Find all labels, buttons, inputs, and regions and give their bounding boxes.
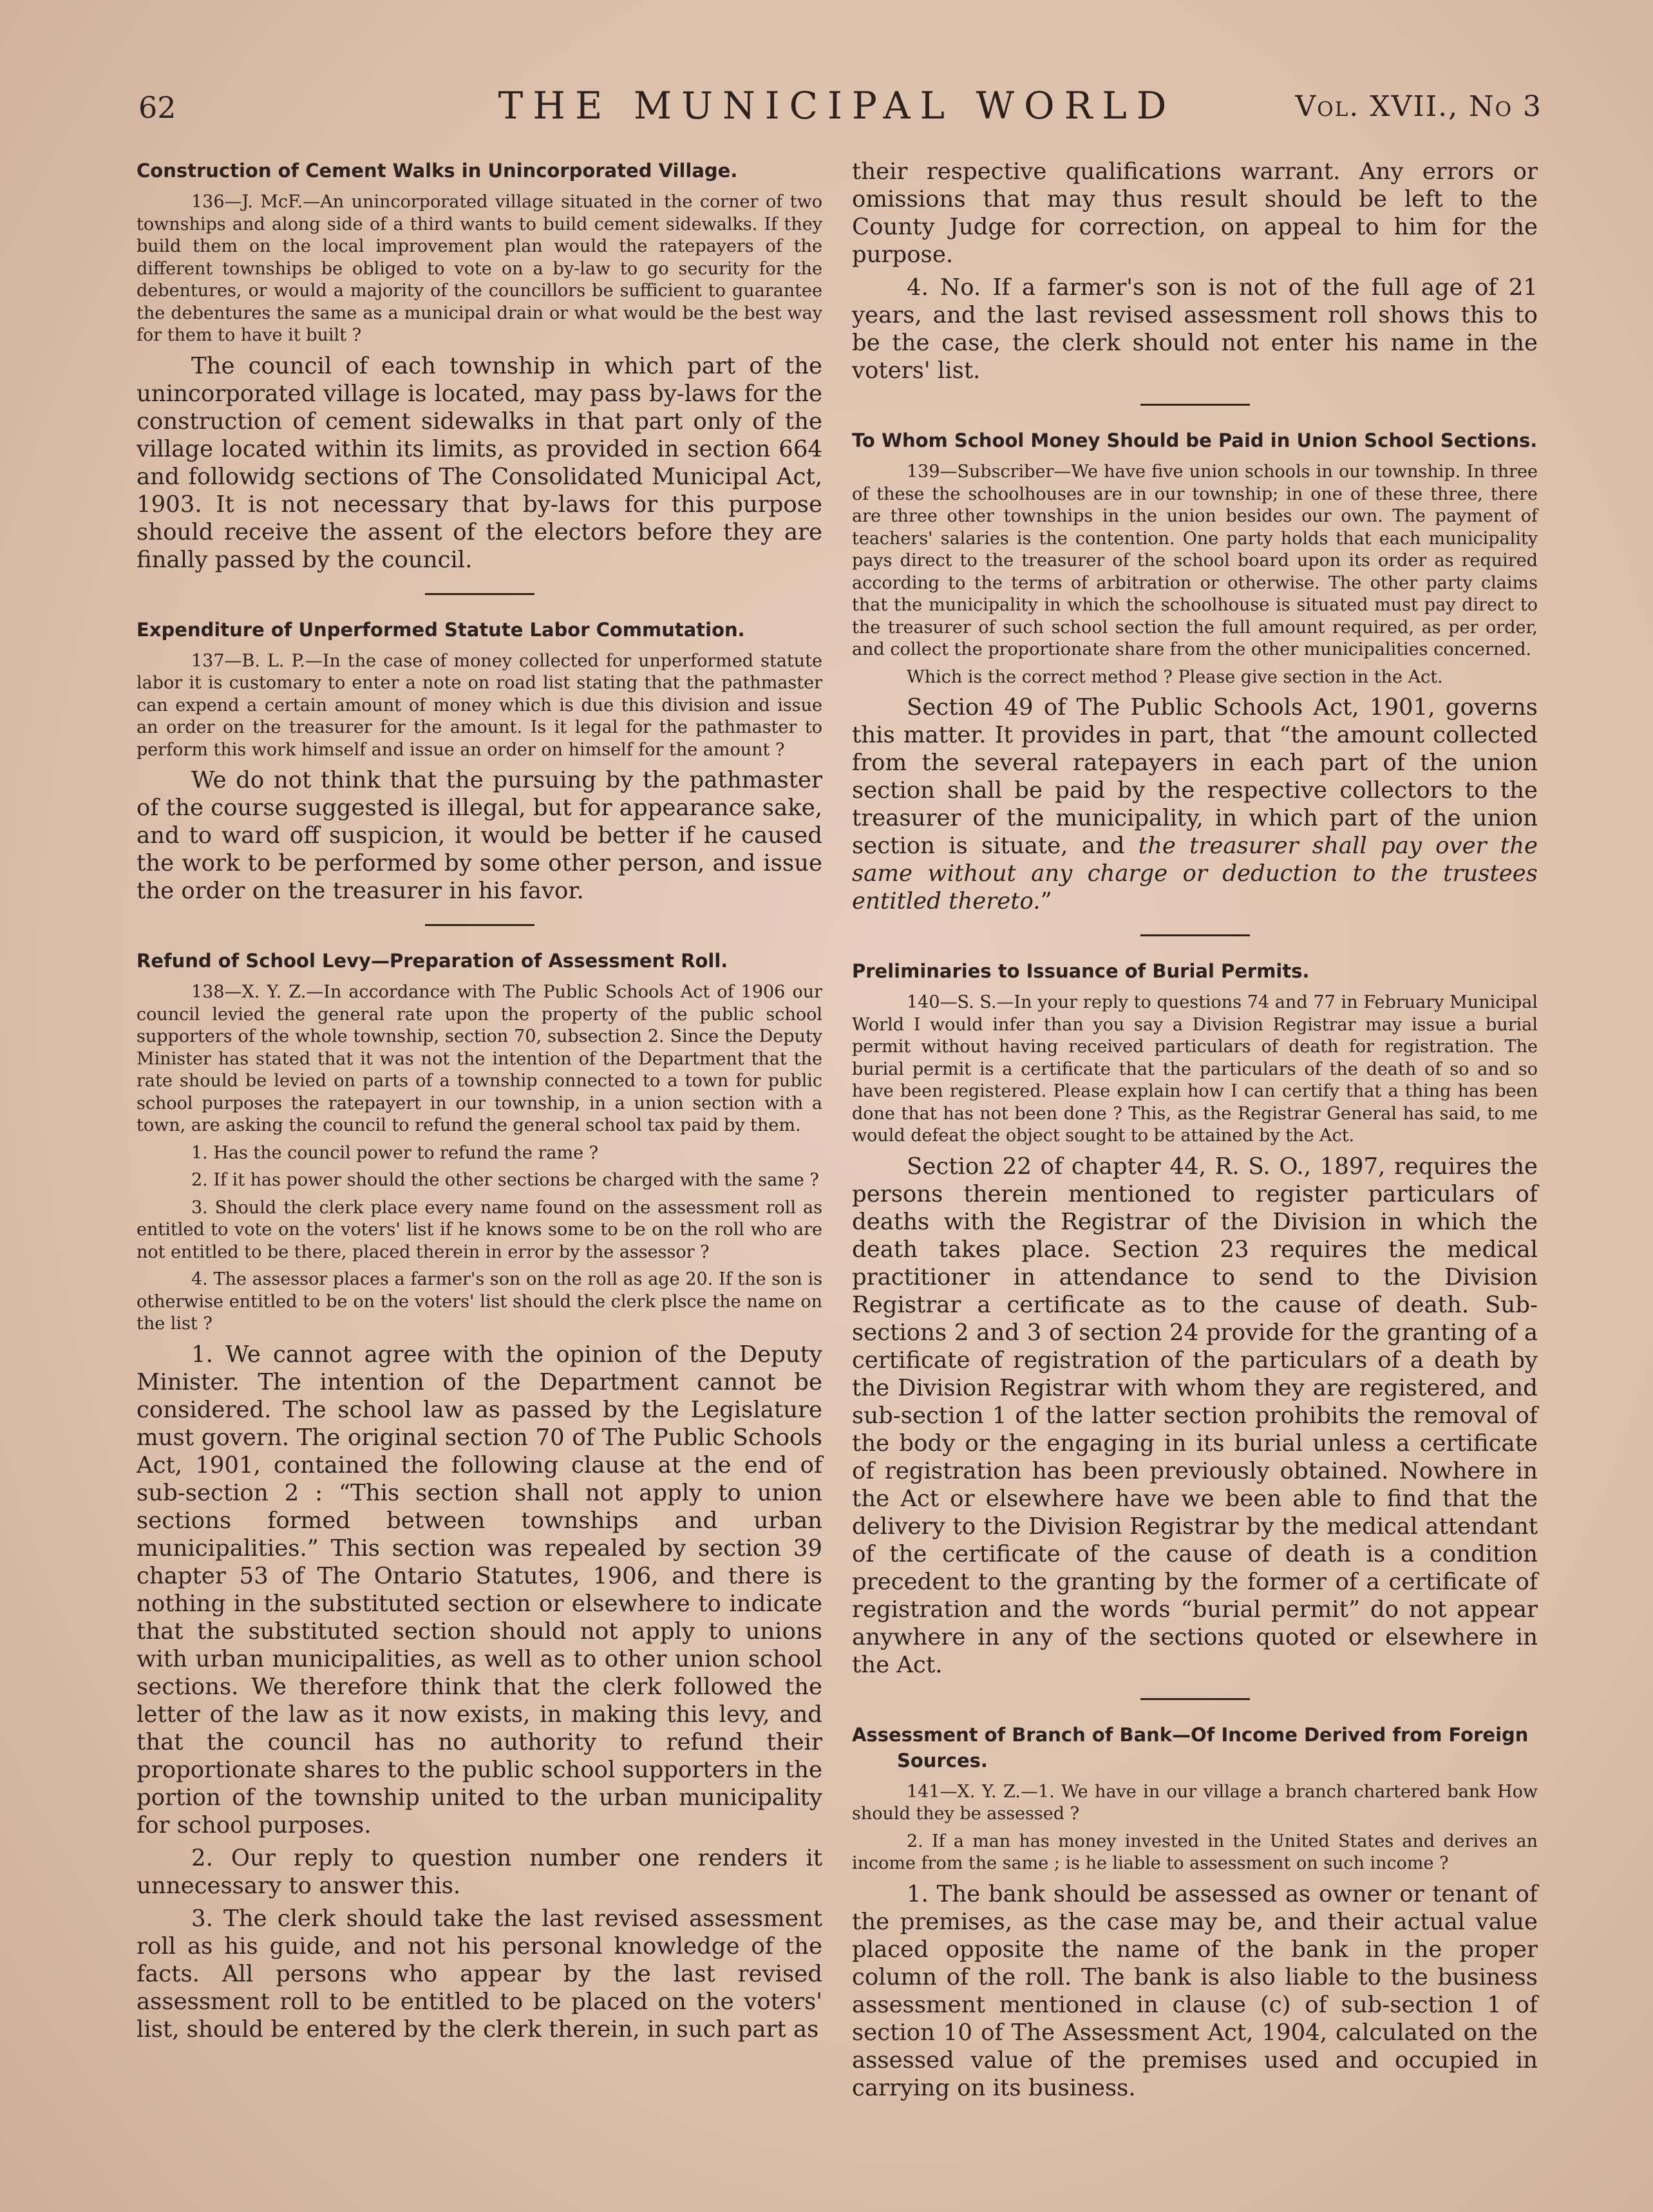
answer-138-3-continued: their respective qualifications warrant. Any errors or omissions that may thus result should be left to the County Judge for correction, on appeal to him for the purpose. — [852, 158, 1538, 268]
answer-138-4: 4. No. If a farmer's son is not of the full age of 21 years, and the last revised assessment roll shows this to be the case, the clerk should not enter his name in the voters' list. — [852, 274, 1538, 384]
masthead-title: THE MUNICIPAL WORLD — [498, 84, 1176, 128]
heading-137: Expenditure of Unperformed Statute Labor Commutation. — [137, 618, 745, 641]
answer-138-3: 3. The clerk should take the last revised assessment roll as his guide, and not his personal knowledge of the facts. All persons who appear by the last revised assessment roll to be entitled to be placed on the voters' list, should be entered by the clerk therein, in such part as — [137, 1905, 822, 2043]
question-138-4: 4. The assessor places a farmer's son on the roll as age 20. If the son is otherwise entitled to be on the voters' list should the clerk plsce the name on the list ? — [137, 1269, 822, 1334]
answer-139-close: ” — [1040, 888, 1052, 914]
question-138-3: 3. Should the clerk place every name found on the assessment roll as entitled to vote on the voters' list if he knows some to be on the roll who are not entitled to be there, placed therein in error by the assessor ? — [137, 1197, 822, 1262]
left-column — [137, 158, 822, 2048]
section-divider — [1140, 404, 1250, 406]
heading-138: Refund of School Levy—Preparation of Assessment Roll. — [137, 950, 728, 972]
question-137: 137—B. L. P.—In the case of money collected for unperformed statute labor it is customary to enter a note on road list stating that the pathmaster can expend a certain amount of money which is due this division and issue an order on the treasurer for the amount. Is it legal for the pathmaster to perform this work himself and issue an order on himself for the amount ? — [137, 650, 822, 760]
section-divider — [1140, 1698, 1250, 1700]
question-139-followup: Which is the correct method ? Please give section in the Act. — [907, 666, 1443, 687]
page-number: 62 — [138, 90, 176, 125]
answer-139 — [852, 694, 1538, 915]
question-138-1: 1. Has the council power to refund the rame ? — [191, 1142, 599, 1163]
answer-137: We do not think that the pursuing by the pathmaster of the course suggested is illegal, but for appearance sake, and to ward off suspicion, it would be better if he caused the work to be performed by some other person, and issue the order on the treasurer in his favor. — [137, 767, 822, 904]
question-141-1: 141—X. Y. Z.—1. We have in our village a branch chartered bank How should they be assessed ? — [852, 1781, 1538, 1824]
answer-138-2: 2. Our reply to question number one renders it unnecessary to answer this. — [137, 1844, 822, 1899]
heading-136: Construction of Cement Walks in Unincorporated Village. — [137, 160, 738, 182]
answer-139-lead: Section 49 of The Public Schools Act, 1901, governs this matter. It provides in part, that “the amount collected from the several ratepayers in each part of the union section shall be paid by the respective collectors to the treasurer of the municipality, in which part of the union section is situate, and — [852, 694, 1538, 859]
question-141-2: 2. If a man has money invested in the United States and derives an income from the same ; is he liable to assessment on such income ? — [852, 1831, 1538, 1873]
answer-140: Section 22 of chapter 44, R. S. O., 1897, requires the persons therein mentioned to register particulars of deaths with the Registrar of the Division in which the death takes place. Section 23 requires the medical practitioner in attendance to send to the Division Registrar a certificate as to the cause of death. Sub-sections 2 and 3 of section 24 provide for the granting of a certificate of registration of the particulars of a death by the Division Registrar with whom they are registered, and sub-section 1 of the latter section prohibits the removal of the body or the engaging in its burial unless a certificate of registration has been previously obtained. Nowhere in the Act or elsewhere have we been able to find that the delivery to the Division Registrar by the medical attendant of the certificate of the cause of death is a condition precedent to the granting by the former of a certificate of registration and the words “burial permit” do not appear anywhere in any of the sections quoted or elsewhere in the Act. — [852, 1153, 1538, 1678]
heading-140: Preliminaries to Issuance of Burial Permits. — [852, 960, 1310, 982]
section-divider — [1140, 934, 1250, 936]
answer-136: The council of each township in which part of the unincorporated village is located, may pass by-laws for the construction of cement sidewalks in that part only of the village located within its limits, as provided in section 664 and followidg sections of The Consolidated Municipal Act, 1903. It is not necessary that by-laws for this purpose should receive the assent of the electors before they are finally passed by the council. — [137, 352, 822, 573]
question-136: 136—J. McF.—An unincorporated village situated in the corner of two townships and along side of a third wants to build cement sidewalks. If they build them on the local improvement plan would the ratepayers of the different townships be obliged to vote on a by-law to go security for the debentures, or would a majority of the councillors be sufficient to guarantee the debentures the same as a municipal drain or what would be the best way for them to have it built ? — [137, 192, 822, 345]
question-138: 138—X. Y. Z.—In accordance with The Public Schools Act of 1906 our council levied the general rate upon the property of the public school supporters of the whole township, section 70, subsection 2. Since the Deputy Minister has stated that it was not the intention of the Department that the rate should be levied on parts of a township connected to a town for public school purposes the ratepayert in our township, in a union section with a town, are asking the council to refund the general school tax paid by them. — [137, 982, 822, 1135]
question-140: 140—S. S.—In your reply to questions 74 and 77 in February Municipal World I would infer than you say a Division Registrar may issue a burial permit without having received particulars of death for registration. The burial permit is a certificate that the particulars of the death of so and so have been registered. Please explain how I can certify that a thing has been done that has not been done ? This, as the Registrar General has said, to me would defeat the object sought to be attained by the Act. — [852, 992, 1538, 1146]
answer-139-italic: the treasurer shall pay over the same without any charge or deduction to the trustees entitled thereto. — [852, 833, 1538, 914]
answer-138-1: 1. We cannot agree with the opinion of the Deputy Minister. The intention of the Department cannot be considered. The school law as passed by the Legislature must govern. The original section 70 of The Public Schools Act, 1901, contained the following clause at the end of sub-section 2 : “This section shall not apply to union sections formed between townships and urban municipalities.” This section was repealed by section 39 chapter 53 of The Ontario Statutes, 1906, and there is nothing in the substituted section or elsewhere to indicate that the substituted section should not apply to unions with urban municipalities, as well as to other union school sections. We therefore think that the clerk followed the letter of the law as it now exists, in making this levy, and that the council has no authority to refund their proportionate shares to the public school supporters in the portion of the township united to the urban municipality for school purposes. — [137, 1341, 822, 1839]
section-divider — [425, 593, 534, 595]
question-138-2: 2. If it has power should the other sections be charged with the same ? — [191, 1170, 819, 1190]
volume-number: Vol. XVII., No 3 — [1295, 90, 1542, 123]
section-divider — [425, 924, 534, 926]
question-139: 139—Subscriber—We have five union schools in our township. In three of these the schoolhouses are in our township; in one of these three, there are three other townships in the union besides our own. The payment of teachers' salaries is the contention. One party holds that each municipality pays direct to the treasurer of the school board upon its order as required according to the terms of arbitration or otherwise. The other party claims that the municipality in which the schoolhouse is situated must pay direct to the treasurer of such school section the full amount required, as per order, and collect the proportionate share from the other municipalities concerned. — [852, 462, 1538, 659]
heading-141: Assessment of Branch of Bank—Of Income Derived from Foreign Sources. — [852, 1723, 1529, 1772]
heading-139: To Whom School Money Should be Paid in Union School Sections. — [852, 430, 1538, 451]
right-column — [852, 158, 1538, 2107]
answer-141-1: 1. The bank should be assessed as owner or tenant of the premises, as the case may be, and their actual value placed opposite the name of the bank in the proper column of the roll. The bank is also liable to the business assessment mentioned in clause (c) of sub-section 1 of section 10 of The Assessment Act, 1904, calculated on the assessed value of the premises used and occupied in carrying on its business. — [852, 1880, 1538, 2101]
page-header — [132, 84, 1542, 135]
